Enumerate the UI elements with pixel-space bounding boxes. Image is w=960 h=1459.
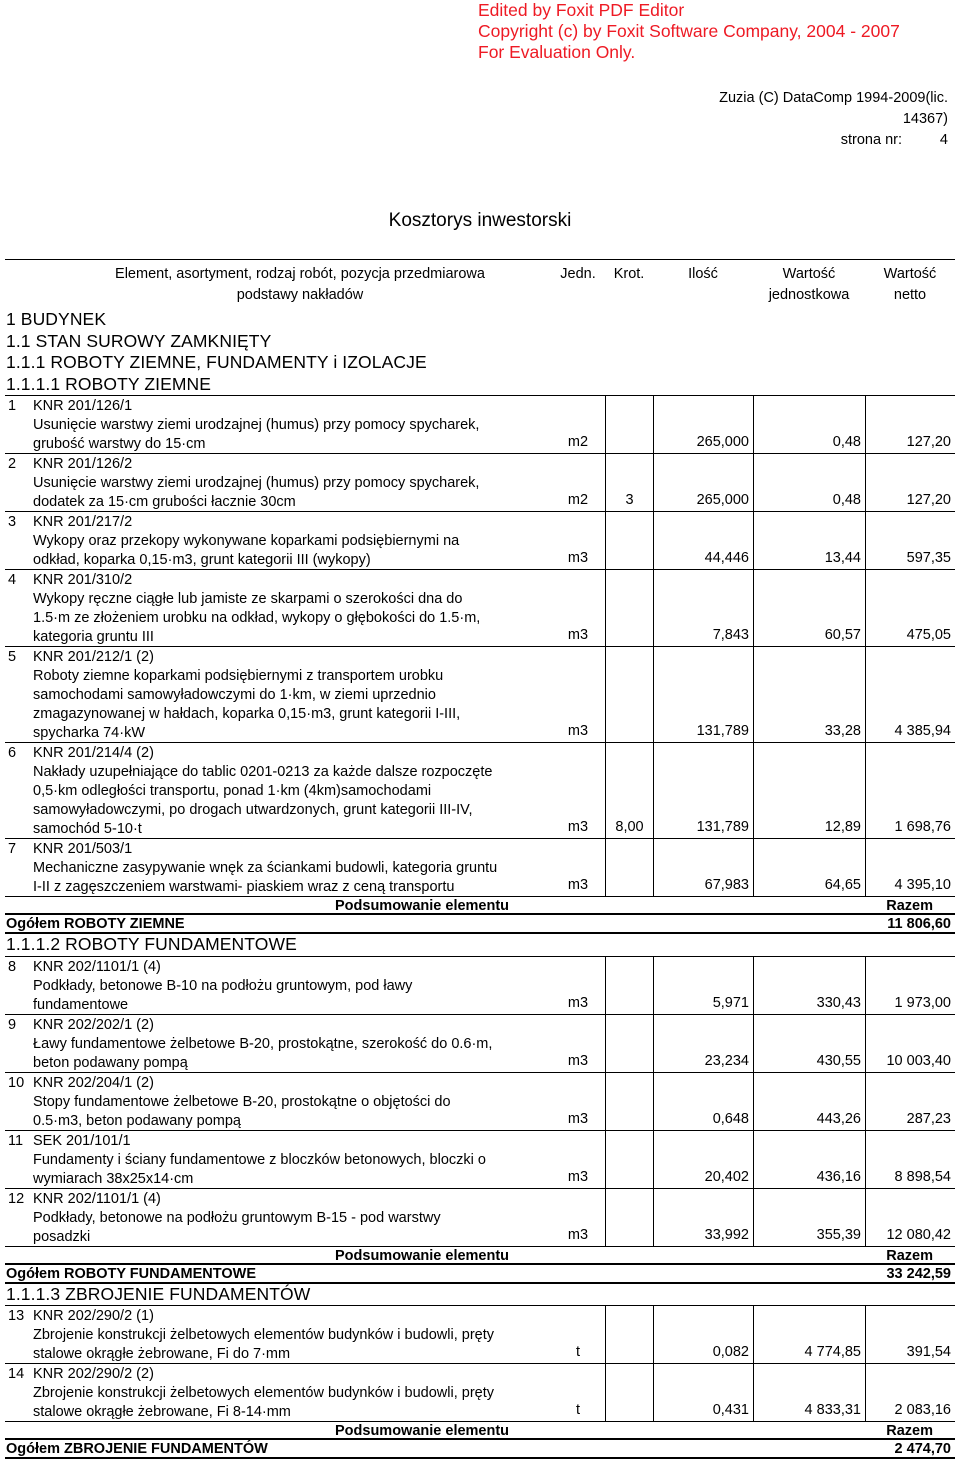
- item-code: KNR 201/503/1: [33, 841, 133, 857]
- item-description-line: stalowe okrągłe żebrowane, Fi 8-14·mm: [33, 1404, 291, 1420]
- column-header-multiplier: Krot.: [613, 266, 645, 282]
- total-row: Ogółem ZBROJENIE FUNDAMENTÓW 2 474,70: [5, 1440, 955, 1459]
- net-value-cell: [865, 1306, 955, 1363]
- item-number: 10: [8, 1074, 25, 1091]
- item-description-line: Ławy fundamentowe żelbetowe B-20, prostokątne, szerokość do 0.6·m,: [33, 1035, 493, 1052]
- unit-value: m3: [567, 877, 589, 893]
- net-value-cell: [865, 1364, 955, 1421]
- item-description-line: dodatek za 15·cm grubości łacznie 30cm: [33, 494, 296, 510]
- item-code: KNR 201/217/2: [33, 514, 133, 530]
- item-group: [5, 395, 955, 896]
- section-heading: 1 BUDYNEK: [6, 309, 107, 329]
- unit-value: m2: [567, 492, 589, 508]
- quantity-cell: [653, 1073, 753, 1130]
- net-value-cell: [865, 570, 955, 646]
- item-description-line: odkład, koparka 0,15·m3, grunt kategorii III (wykopy): [33, 552, 371, 568]
- item-code: KNR 202/1101/1 (4): [33, 1190, 161, 1207]
- item-code: KNR 201/212/1 (2): [33, 649, 154, 665]
- quantity-cell: [653, 570, 753, 646]
- net-value-cell: [865, 1189, 955, 1246]
- net-value-value: 8 898,54: [894, 1168, 951, 1185]
- unit-value-value: 13,44: [824, 550, 861, 566]
- item-description-line: 0,5·km odległości transportu, ponad 1·km (4km)samochodami: [33, 783, 432, 799]
- quantity-value: 265,000: [696, 492, 749, 508]
- quantity-cell: [653, 839, 753, 896]
- table-row: [5, 1188, 955, 1246]
- net-value-value: 10 003,40: [886, 1052, 951, 1069]
- unit-value-cell: [753, 1364, 865, 1421]
- page-header: [719, 88, 948, 151]
- unit-value: t: [575, 1402, 581, 1418]
- item-description-line: kategoria gruntu III: [33, 629, 154, 645]
- unit-value-cell: [753, 647, 865, 742]
- unit-value-cell: [753, 743, 865, 838]
- item-number: 8: [8, 958, 17, 975]
- table-row: [5, 1014, 955, 1072]
- multiplier-cell: [605, 839, 653, 896]
- multiplier-value: 8,00: [615, 819, 644, 835]
- table-row: [5, 569, 955, 646]
- quantity-cell: [653, 647, 753, 742]
- multiplier-cell: [605, 512, 653, 569]
- quantity-cell: [653, 957, 753, 1014]
- unit-value-cell: [753, 570, 865, 646]
- unit-cell: [551, 743, 605, 838]
- summary-header: Podsumowanie elementu Razem: [5, 1421, 955, 1440]
- item-description-line: posadzki: [33, 1228, 91, 1245]
- item-description: [27, 1306, 551, 1363]
- unit-value-cell: [753, 454, 865, 511]
- quantity-value: 33,992: [704, 1226, 749, 1243]
- unit-value: t: [575, 1344, 581, 1360]
- table-row: [5, 1130, 955, 1188]
- item-description-line: Mechaniczne zasypywanie wnęk za ściankami budowli, kategoria gruntu: [33, 860, 498, 876]
- unit-value-value: 355,39: [816, 1226, 861, 1243]
- item-description-line: Usunięcie warstwy ziemi urodzajnej (humus) przy pomocy spycharek,: [33, 417, 480, 433]
- item-number: 14: [8, 1366, 25, 1382]
- item-description: [27, 1015, 551, 1072]
- unit-value-value: 64,65: [824, 877, 861, 893]
- multiplier-value: 3: [625, 492, 634, 508]
- unit-cell: [551, 957, 605, 1014]
- table-row: [5, 395, 955, 453]
- total-row: Ogółem ROBOTY ZIEMNE 11 806,60: [5, 915, 955, 934]
- section-heading: 1.1.1.2 ROBOTY FUNDAMENTOWE: [6, 934, 297, 954]
- unit-cell: [551, 1131, 605, 1188]
- unit-value: m3: [567, 723, 589, 739]
- item-description-line: grubość warstwy do 15·cm: [33, 436, 206, 452]
- quantity-value: 0,082: [712, 1344, 749, 1360]
- net-value-value: 1 973,00: [894, 994, 951, 1011]
- unit-value-cell: [753, 512, 865, 569]
- license-info: 14367): [902, 111, 948, 127]
- summary-header: Podsumowanie elementu Razem: [5, 896, 955, 915]
- item-description-line: fundamentowe: [33, 996, 129, 1013]
- quantity-value: 44,446: [704, 550, 749, 566]
- unit-value-value: 4 833,31: [804, 1402, 861, 1418]
- item-number: 1: [8, 398, 17, 414]
- unit-value: m3: [567, 1110, 589, 1127]
- table-row: [5, 1305, 955, 1363]
- unit-cell: [551, 1189, 605, 1246]
- item-description-line: zmagazynowanej w hałdach, koparka 0,15·m3, grunt kategorii I-III,: [33, 706, 461, 722]
- quantity-cell: [653, 512, 753, 569]
- item-code: KNR 201/310/2: [33, 572, 133, 588]
- item-code: KNR 201/126/2: [33, 456, 133, 472]
- net-value-cell: [865, 512, 955, 569]
- quantity-value: 23,234: [704, 1052, 749, 1069]
- item-description-line: I-II z zagęszczeniem warstwami- piaskiem wraz z ceną transportu: [33, 879, 455, 895]
- unit-value-value: 443,26: [816, 1110, 861, 1127]
- unit-cell: [551, 454, 605, 511]
- net-value-cell: [865, 743, 955, 838]
- page-label: strona nr:: [840, 132, 902, 148]
- item-code: KNR 201/126/1: [33, 398, 133, 414]
- unit-cell: [551, 839, 605, 896]
- item-description-line: Fundamenty i ściany fundamentowe z bloczków betonowych, bloczki o: [33, 1151, 486, 1168]
- item-number: 2: [8, 456, 17, 472]
- item-code: KNR 202/290/2 (1): [33, 1308, 154, 1324]
- watermark-line: Copyright (c) by Foxit Software Company, 2004 - 2007: [478, 21, 900, 41]
- page-number: 4: [939, 132, 948, 148]
- table-row: [5, 838, 955, 896]
- item-description-line: 0.5·m3, beton podawany pompą: [33, 1112, 241, 1129]
- item-group: [5, 956, 955, 1246]
- multiplier-cell: [605, 743, 653, 838]
- item-description: [27, 512, 551, 569]
- unit-value-cell: [753, 839, 865, 896]
- item-number: 11: [8, 1132, 24, 1149]
- multiplier-cell: [605, 454, 653, 511]
- multiplier-cell: [605, 1073, 653, 1130]
- document-title: Kosztorys inwestorski: [388, 210, 572, 231]
- unit-value: m2: [567, 434, 589, 450]
- multiplier-cell: [605, 1015, 653, 1072]
- item-description: [27, 1364, 551, 1421]
- quantity-value: 7,843: [712, 627, 749, 643]
- unit-value-value: 33,28: [824, 723, 861, 739]
- item-number: 9: [8, 1016, 17, 1033]
- item-description-line: Wykopy ręczne ciągłe lub jamiste ze skarpami o szerokości dna do: [33, 591, 463, 607]
- unit-value-value: 330,43: [816, 994, 861, 1011]
- unit-value-cell: [753, 1073, 865, 1130]
- unit-value-cell: [753, 957, 865, 1014]
- total-row: Ogółem ROBOTY FUNDAMENTOWE 33 242,59: [5, 1265, 955, 1284]
- watermark-line: Edited by Foxit PDF Editor: [478, 0, 685, 20]
- unit-value: m3: [567, 1168, 589, 1185]
- unit-value-value: 430,55: [816, 1052, 861, 1069]
- multiplier-cell: [605, 647, 653, 742]
- item-description: [27, 1131, 551, 1188]
- quantity-value: 131,789: [696, 819, 749, 835]
- unit-cell: [551, 647, 605, 742]
- quantity-cell: [653, 1015, 753, 1072]
- net-value-cell: [865, 957, 955, 1014]
- unit-value-value: 60,57: [824, 627, 861, 643]
- quantity-cell: [653, 1306, 753, 1363]
- unit-cell: [551, 1364, 605, 1421]
- item-description-line: Usunięcie warstwy ziemi urodzajnej (humus) przy pomocy spycharek,: [33, 475, 480, 491]
- item-description-line: Podkłady, betonowe B-10 na podłożu gruntowym, pod ławy: [33, 977, 413, 994]
- column-header-unit: Jedn.: [560, 266, 596, 282]
- estimate-table: [5, 259, 955, 1459]
- net-value-value: 2 083,16: [894, 1402, 951, 1418]
- unit-value: m3: [567, 627, 589, 643]
- unit-value-cell: [753, 1131, 865, 1188]
- net-value-value: 1 698,76: [894, 819, 951, 835]
- item-code: SEK 201/101/1: [33, 1132, 131, 1149]
- table-row: [5, 956, 955, 1014]
- quantity-cell: [653, 396, 753, 453]
- item-number: 13: [8, 1308, 25, 1324]
- table-row: [5, 1072, 955, 1130]
- net-value-value: 287,23: [906, 1110, 951, 1127]
- unit-value: m3: [567, 1226, 589, 1243]
- column-header-description: Element, asortyment, rodzaj robót, pozycja przedmiarowa podstawy nakładów: [115, 266, 485, 303]
- item-description: [27, 454, 551, 511]
- net-value-cell: [865, 1131, 955, 1188]
- quantity-cell: [653, 1364, 753, 1421]
- unit-cell: [551, 396, 605, 453]
- table-row: [5, 453, 955, 511]
- item-description-line: wymiarach 38x25x14·cm: [33, 1170, 194, 1187]
- quantity-value: 131,789: [696, 723, 749, 739]
- quantity-value: 265,000: [696, 434, 749, 450]
- section-heading: 1.1.1.3 ZBROJENIE FUNDAMENTÓW: [6, 1283, 311, 1304]
- item-description-line: 1.5·m ze złożeniem urobku na odkład, wykopy o głębokości do 1.5·m,: [33, 610, 481, 626]
- quantity-value: 0,431: [712, 1402, 749, 1418]
- unit-cell: [551, 570, 605, 646]
- net-value-cell: [865, 1015, 955, 1072]
- table-header: [5, 259, 955, 309]
- evaluation-watermark: [478, 0, 900, 63]
- item-number: 7: [8, 841, 17, 857]
- item-description-line: Podkłady, betonowe na podłożu gruntowym B-15 - pod warstwy: [33, 1209, 441, 1226]
- quantity-value: 5,971: [712, 994, 749, 1011]
- unit-value: m3: [567, 550, 589, 566]
- multiplier-cell: [605, 396, 653, 453]
- section-heading: 1.1 STAN SUROWY ZAMKNIĘTY: [6, 330, 272, 351]
- summary-header: Podsumowanie elementu Razem: [5, 1246, 955, 1265]
- watermark-line: For Evaluation Only.: [478, 42, 636, 62]
- multiplier-cell: [605, 1306, 653, 1363]
- unit-value-value: 436,16: [816, 1168, 861, 1185]
- column-header-net-value: Wartość netto: [883, 266, 937, 303]
- unit-value-cell: [753, 396, 865, 453]
- unit-value-value: 12,89: [824, 819, 861, 835]
- item-description: [27, 957, 551, 1014]
- multiplier-cell: [605, 1131, 653, 1188]
- item-code: KNR 202/202/1 (2): [33, 1016, 154, 1033]
- unit-cell: [551, 1015, 605, 1072]
- net-value-cell: [865, 647, 955, 742]
- item-description: [27, 647, 551, 742]
- item-description: [27, 570, 551, 646]
- unit-value-value: 4 774,85: [804, 1344, 861, 1360]
- item-description-line: Zbrojenie konstrukcji żelbetowych elementów budynków i budowli, pręty: [33, 1385, 495, 1401]
- column-header-quantity: Ilość: [688, 266, 718, 282]
- net-value-value: 4 395,10: [894, 877, 951, 893]
- unit-value: m3: [567, 819, 589, 835]
- net-value-value: 12 080,42: [886, 1226, 951, 1243]
- quantity-cell: [653, 1189, 753, 1246]
- quantity-cell: [653, 454, 753, 511]
- item-description: [27, 743, 551, 838]
- quantity-value: 67,983: [704, 877, 749, 893]
- item-number: 5: [8, 649, 17, 665]
- item-description-line: beton podawany pompą: [33, 1054, 188, 1071]
- item-description-line: samochód 5-10·t: [33, 821, 142, 837]
- item-code: KNR 202/1101/1 (4): [33, 958, 161, 975]
- unit-value: m3: [567, 994, 589, 1011]
- unit-value: m3: [567, 1052, 589, 1069]
- quantity-cell: [653, 743, 753, 838]
- item-description-line: spycharka 74·kW: [33, 725, 146, 741]
- item-number: 12: [8, 1190, 25, 1207]
- section-heading: 1.1.1 ROBOTY ZIEMNE, FUNDAMENTY i IZOLACJE: [6, 352, 427, 372]
- item-code: KNR 202/204/1 (2): [33, 1074, 154, 1091]
- item-description-line: samowyładowczymi, po drogach utwardzonych, grunt kategorii III-IV,: [33, 802, 473, 818]
- item-description-line: Zbrojenie konstrukcji żelbetowych elementów budynków i budowli, pręty: [33, 1327, 495, 1343]
- net-value-value: 475,05: [906, 627, 951, 643]
- net-value-cell: [865, 1073, 955, 1130]
- item-number: 3: [8, 514, 17, 530]
- item-description-line: Roboty ziemne koparkami podsiębiernymi z transportem urobku: [33, 668, 444, 684]
- multiplier-cell: [605, 1364, 653, 1421]
- quantity-value: 0,648: [712, 1110, 749, 1127]
- item-description: [27, 1073, 551, 1130]
- item-code: KNR 202/290/2 (2): [33, 1366, 154, 1382]
- item-number: 6: [8, 745, 17, 761]
- quantity-cell: [653, 1131, 753, 1188]
- item-description: [27, 396, 551, 453]
- item-description: [27, 839, 551, 896]
- section-heading: 1.1.1.1 ROBOTY ZIEMNE: [6, 373, 212, 394]
- item-description-line: Stopy fundamentowe żelbetowe B-20, prostokątne o objętości do: [33, 1093, 451, 1110]
- quantity-value: 20,402: [704, 1168, 749, 1185]
- unit-value-value: 0,48: [832, 492, 861, 508]
- multiplier-cell: [605, 1189, 653, 1246]
- net-value-value: 127,20: [906, 492, 951, 508]
- unit-cell: [551, 512, 605, 569]
- item-description-line: Nakłady uzupełniające do tablic 0201-0213 za każde dalsze rozpoczęte: [33, 764, 493, 780]
- software-info: Zuzia (C) DataComp 1994-2009(lic.: [719, 90, 948, 106]
- item-description-line: stalowe okrągłe żebrowane, Fi do 7·mm: [33, 1346, 291, 1362]
- net-value-cell: [865, 839, 955, 896]
- net-value-value: 391,54: [906, 1344, 951, 1360]
- unit-value-value: 0,48: [832, 434, 861, 450]
- net-value-value: 4 385,94: [894, 723, 951, 739]
- page-info: [719, 130, 948, 151]
- unit-value-cell: [753, 1015, 865, 1072]
- unit-value-cell: [753, 1306, 865, 1363]
- item-number: 4: [8, 572, 17, 588]
- item-description: [27, 1189, 551, 1246]
- column-header-unit-value: Wartość jednostkowa: [768, 266, 850, 303]
- table-row: [5, 1363, 955, 1421]
- item-code: KNR 201/214/4 (2): [33, 745, 154, 761]
- net-value-value: 127,20: [906, 434, 951, 450]
- item-description-line: Wykopy oraz przekopy wykonywane koparkami podsiębiernymi na: [33, 533, 460, 549]
- unit-value-cell: [753, 1189, 865, 1246]
- net-value-value: 597,35: [906, 550, 951, 566]
- multiplier-cell: [605, 957, 653, 1014]
- table-row: [5, 511, 955, 569]
- item-description-line: samochodami samowyładowczymi do 1·km, w ziemi uprzednio: [33, 687, 436, 703]
- multiplier-cell: [605, 570, 653, 646]
- net-value-cell: [865, 454, 955, 511]
- table-row: [5, 742, 955, 838]
- item-group: [5, 1305, 955, 1421]
- unit-cell: [551, 1306, 605, 1363]
- unit-cell: [551, 1073, 605, 1130]
- table-row: [5, 646, 955, 742]
- net-value-cell: [865, 396, 955, 453]
